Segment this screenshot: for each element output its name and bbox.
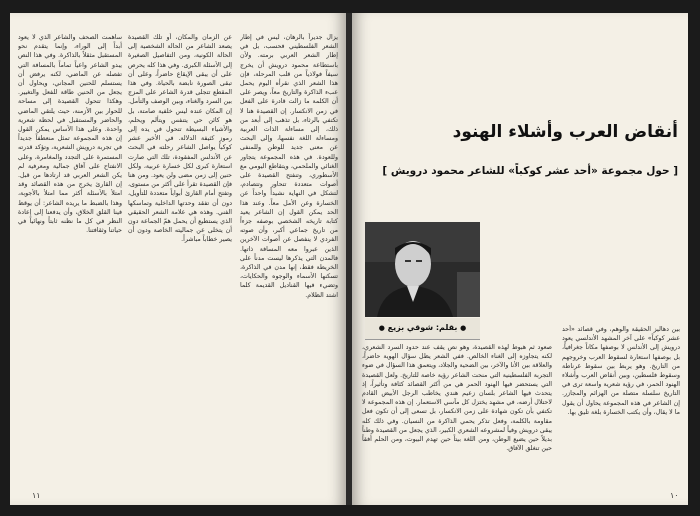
page-number: ١٠ — [670, 491, 679, 500]
right-col-left-text: صعود ثم هبوط لهذه القصيدة، وهو نص يقف عند حدود السرد الشعري، لكنه يتجاوزه إلى الغناء الخالص. ففي الشعر يظل سؤال الهوية حاضراً، والعلاقة بين الأنا والآخر، بين الضحية والجلاد، ويتعمق هذا السؤال في ضوء التجربة الفلسطينية التي منحت الشاعر رؤية خاصة للتاريخ. ولعل القصيدة التي يستحضر فيها الهنود الحمر هي من أكثر القصائد كثافة وتأثيراً، إذ يتحدث فيها الشاعر بلسان زعيم هندي يخاطب الرجل الأبيض القادم لاحتلال أرضه، في مشهد يختزل كل مآسي الاستعمار. إن هذه المجموعة لا تكتفي بأن تكون شهادة على زمن الانكسار، بل تسعى إلى أن تكون فعل مقاومة بالكلمة، وفعل تذكر يحمي الذاكرة من النسيان. وفي ذلك كله يبقى درويش وفياً لمشروعه الشعري الكبير، الذي يجعل من القصيدة وطناً بديلاً حين يضيع الوطن، ومن اللغة بيتاً حين تهدم البيوت، ومن الحلم أفقاً حين تنغلق الآفاق. — [362, 344, 552, 453]
left-page-column-left — [18, 33, 122, 491]
article-subtitle: [ حول مجموعة «أحد عشر كوكباً» للشاعر محمود درويش ] — [382, 165, 678, 177]
author-photo — [365, 222, 480, 317]
right-col-right-text: بين دهاليز الحقيقة والوهم، وفي قصائد «أحد عشر كوكباً» على آخر المشهد الأندلسي يعود درويش إلى الأندلس لا بوصفها مكاناً جغرافياً، بل بوصفها استعارة لسقوط العرب وخروجهم من التاريخ. وهو يربط بين سقوط غرناطة وسقوط فلسطين، وبين أنقاض العرب وأشلاء الهنود الحمر، في رؤية شعرية واسعة ترى في التاريخ سلسلة متصلة من الهزائم والمجازر. إن الشاعر في هذه المجموعة يحاول أن يقول ما لا يقال، وأن يكتب الخسارة بلغة تليق بها. — [562, 326, 680, 416]
page-number: ١١ — [32, 491, 41, 500]
left-page-column-middle — [128, 33, 232, 491]
left-col-middle-text: عن الزمان والمكان، أو تلك القصيدة يصعد الشاعر من الحالة الشخصية إلى الحالة الكونية، ومن التفاصيل الصغيرة إلى الأسئلة الكبرى. وفي هذا كله يحرص على أن يبقى الإيقاع حاضراً، وعلى أن تبقى الصورة نابضة بالحياة. وفي هذا المقطع تتجلى قدرة الشاعر على المزج بين السرد والغناء، وبين الوصف والتأمل. إن المكان عنده ليس خلفية صامتة، بل هو كائن حي يتنفس ويتألم ويحلم، والأشياء البسيطة تتحول في يده إلى رموز كثيفة الدلالة. في الأخير عشر كوكباً يواصل الشاعر رحلته في البحث عن الأندلس المفقودة، تلك التي صارت استعارة كبرى لكل خسارة عربية، ولكل حنين إلى زمن مضى ولن يعود. ومن هنا فإن القصيدة تقرأ على أكثر من مستوى، وتفتح أمام القارئ أبواباً متعددة للتأويل، دون أن تفقد وحدتها الداخلية وتماسكها الفني. وهذه هي علامة الشعر الحقيقي الذي يستطيع أن يحمل همّ الجماعة دون أن يتخلى عن جماليته الخاصة ودون أن يصير خطاباً مباشراً. — [128, 34, 232, 244]
left-page-column-right — [240, 33, 338, 491]
photo-caption-text: بقلم: شوقي بزيع — [387, 323, 458, 332]
left-col-left-text: ساهمت الصحف والشاعر الذي لا يعود أبداً إلى الوراء، وإنما يتقدم نحو المستقبل مثقلاً بالذاكرة. وفي هذا النص يبدو الشاعر واعياً تماماً بالمسافة التي تفصله عن الماضي، لكنه يرفض أن يستسلم للحنين المجاني، ويحاول أن يجعل من الحنين طاقة للفعل والتغيير. وهكذا تتحول القصيدة إلى مساحة للحوار بين الأزمنة، حيث يلتقي الماضي والحاضر والمستقبل في لحظة شعرية واحدة. وعلى هذا الأساس يمكن القول إن هذه المجموعة تمثل منعطفاً جديداً في تجربة درويش الشعرية، وتؤكد قدرته المستمرة على التجدد والمغامرة، وعلى الانفتاح على آفاق جمالية ومعرفية لم يكن الشعر العربي قد ارتادها من قبل. إن القارئ يخرج من هذه القصائد وقد امتلأ بالأسئلة أكثر مما امتلأ بالأجوبة، وهذا بالضبط ما يريده الشاعر: أن يوقظ فينا القلق الخلاق، وأن يدفعنا إلى إعادة النظر في كل ما نظنه ثابتاً ونهائياً في حياتنا وثقافتنا. — [18, 34, 122, 235]
bullet-icon: ● — [460, 324, 467, 332]
left-col-right-text: يزال جديراً بالرهان، ليس في إطار الشعر الفلسطيني فحسب، بل في إطار الشعر العربي برمته. ولأن باستطاعة محمود درويش أن يخرج سيفاً فولاذياً من قلب المرحلة، فإن هذا الشعر الذي نقرأه اليوم يحمل عبء الذاكرة والتاريخ معاً، ويصر على أن الكلمة ما زالت قادرة على الفعل في زمن الانكسار. إن القصيدة هنا لا تكتفي بالرثاء، بل تذهب إلى أبعد من ذلك، إلى مساءلة الذات العربية ومساءلة اللغة نفسها، وإلى البحث عن معنى جديد للوطن وللمنفى وللعودة. في هذه المجموعة يتجاور الغنائي والملحمي، ويتقاطع اليومي مع الأسطوري، وتنفتح القصيدة على أصوات متعددة تتحاور وتتصادم، لتشكل في النهاية نشيداً واحداً عن الخسارة وعن الأمل معاً. وعند هذا الحد يمكن القول إن الشاعر يعيد كتابة تاريخه الشخصي بوصفه جزءاً من تاريخ جماعي أكبر، وأن صوته الفردي لا ينفصل عن أصوات الآخرين الذين عبروا معه المسافة ذاتها. فالمدن التي يذكرها ليست مدناً على الخريطة فقط، إنها مدن في الذاكرة، تسكنها الأسماء والوجوه والحكايات، وتضيء فيها القناديل القديمة كلما اشتد الظلام. — [240, 34, 338, 299]
bullet-icon: ● — [378, 324, 385, 332]
right-page-column-right — [562, 325, 680, 491]
article-title: أنقاض العرب وأشلاء الهنود — [452, 122, 678, 142]
portrait-image — [365, 222, 480, 317]
caption-box — [365, 318, 480, 340]
right-page — [352, 13, 688, 505]
right-page-column-left — [362, 343, 552, 491]
left-page — [10, 13, 346, 505]
photo-caption — [365, 323, 480, 332]
